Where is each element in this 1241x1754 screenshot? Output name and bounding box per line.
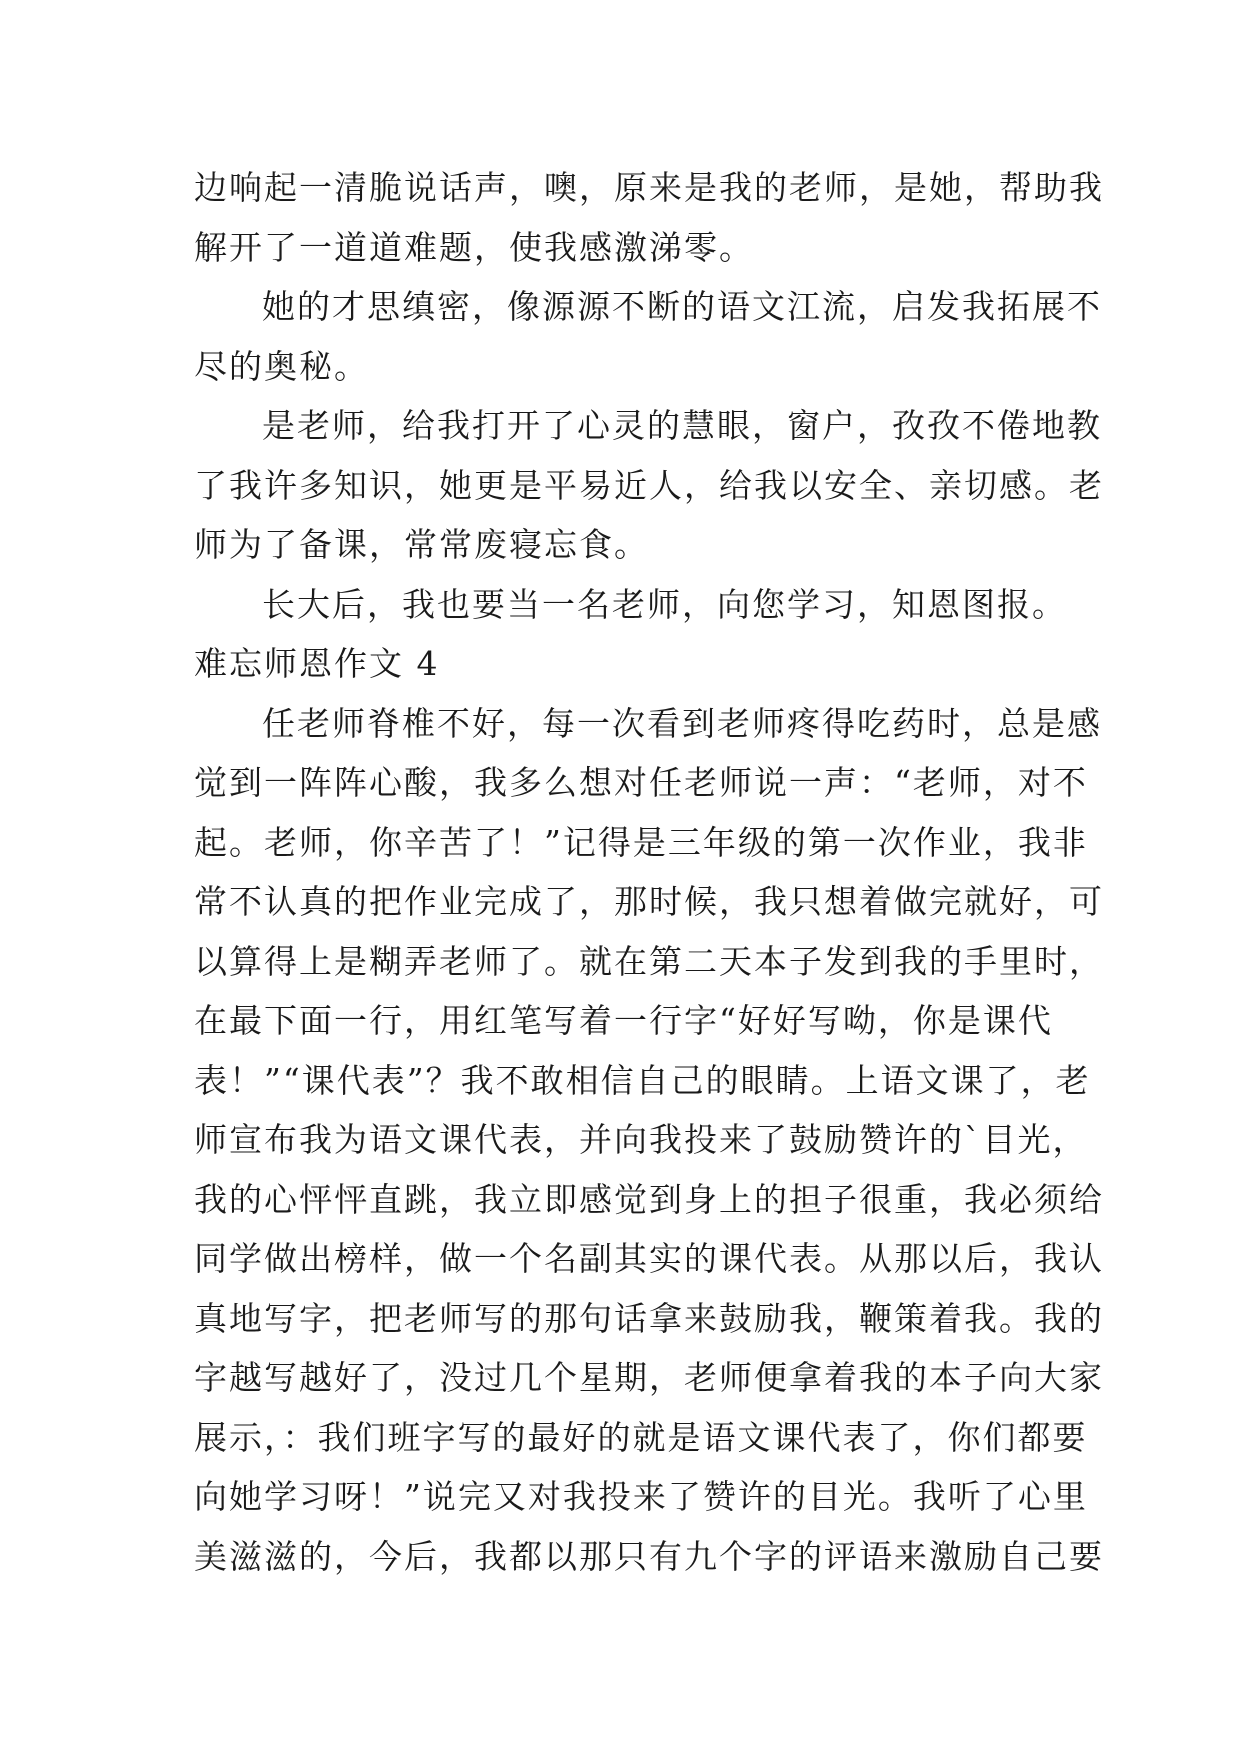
text-line: 师宣布我为语文课代表，并向我投来了鼓励赞许的`目光， [194,1120,1088,1159]
paragraph-first-line: 任老师脊椎不好，每一次看到老师疼得吃药时，总是感 [262,703,1102,743]
section-heading: 难忘师恩作文 4 [194,644,440,683]
text-line: 师为了备课，常常废寝忘食。 [194,525,649,564]
text-line: 解开了一道道难题，使我感激涕零。 [194,227,754,267]
text-line: 起。老师，你辛苦了！”记得是三年级的第一次作业，我非 [194,822,1088,862]
paragraph-first-line: 是老师，给我打开了心灵的慧眼，窗户，孜孜不倦地教 [262,406,1102,445]
text-line: 展示，：我们班字写的最好的就是语文课代表了，你们都要 [194,1417,1088,1457]
text-line: 在最下面一行，用红笔写着一行字“好好写呦，你是课代 [194,1001,1053,1040]
text-line: 常不认真的把作业完成了，那时候，我只想着做完就好，可 [194,882,1104,921]
text-line: 美滋滋的，今后，我都以那只有九个字的评语来激励自己要 [194,1536,1104,1576]
text-line: 了我许多知识，她更是平易近人，给我以安全、亲切感。老 [194,465,1104,505]
text-line: 觉到一阵阵心酸，我多么想对任老师说一声：“老师，对不 [194,763,1088,802]
text-line: 向她学习呀！”说完又对我投来了赞许的目光。我听了心里 [194,1477,1088,1516]
paragraph-first-line: 长大后，我也要当一名老师，向您学习，知恩图报。 [262,584,1067,624]
document-page [194,158,1104,1586]
text-line: 同学做出榜样，做一个名副其实的课代表。从那以后，我认 [194,1239,1104,1278]
text-line: 边响起一清脆说话声，噢，原来是我的老师，是她，帮助我 [194,168,1104,207]
text-line: 尽的奥秘。 [194,346,369,386]
text-line: 表！”“课代表”？我不敢相信自己的眼睛。上语文课了，老 [194,1060,1091,1100]
text-line: 真地写字，把老师写的那句话拿来鼓励我，鞭策着我。我的 [194,1298,1104,1338]
paragraph-first-line: 她的才思缜密，像源源不断的语文江流，启发我拓展不 [262,287,1102,326]
text-line: 以算得上是糊弄老师了。就在第二天本子发到我的手里时， [194,941,1104,981]
text-line: 字越写越好了，没过几个星期，老师便拿着我的本子向大家 [194,1358,1104,1397]
text-line: 我的心怦怦直跳，我立即感觉到身上的担子很重，我必须给 [194,1179,1104,1219]
